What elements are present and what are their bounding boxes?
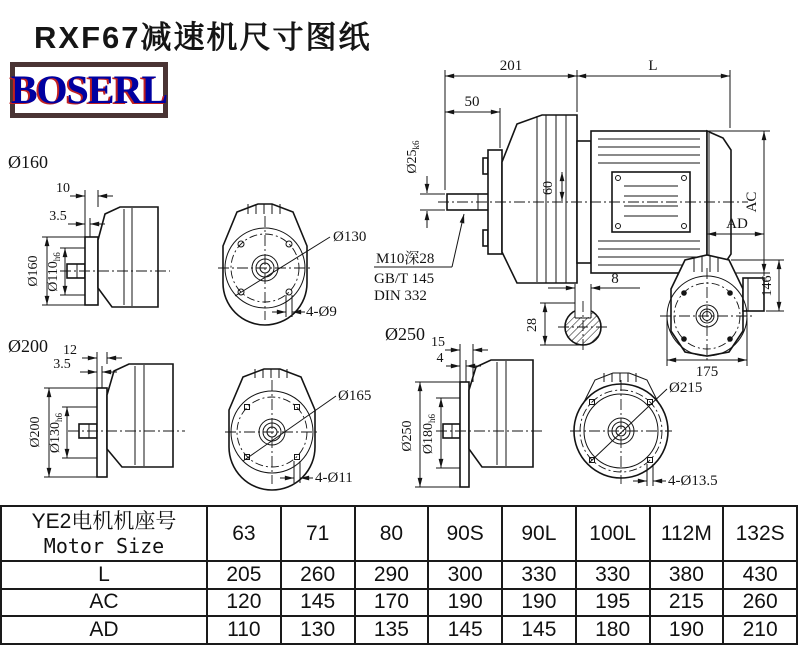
dim-250-spigot: $Ø180_{h6}$ [421,413,437,455]
dim-60: 60 [541,181,556,195]
dim-250-bolt-circle: Ø215 [669,380,703,396]
dim-L: L [648,58,658,74]
dim-250-a: 15 [431,335,445,350]
col-header: 71 [281,506,355,561]
dim-shaft-diameter: $Ø25_{k6}$ [405,140,421,174]
table-cell: 380 [650,561,724,589]
dim-160-spigot: $Ø110_{h6}$ [46,252,62,292]
table-cell: 145 [281,589,355,617]
dim-146: 146 [760,275,775,297]
table-cell: 190 [650,616,724,644]
dimension-table [0,505,798,645]
flange200-group [8,336,371,490]
dim-250-flange: Ø250 [400,420,415,452]
dim-160-bolt-circle: Ø130 [333,229,367,245]
table-cell: 135 [355,616,429,644]
dim-AC: AC [744,191,760,213]
table-cell: 180 [576,616,650,644]
dimension-table-wrap [0,505,800,646]
col-header: 100L [576,506,650,561]
table-cell: 215 [650,589,724,617]
thread-note [374,214,464,304]
table-cell: 330 [576,561,650,589]
note-din-standard: DIN 332 [374,288,427,304]
col-header: 112M [650,506,724,561]
dim-250-b: 4 [436,351,444,366]
table-cell: 145 [428,616,502,644]
note-thread: M10深28 [376,251,435,267]
table-cell: 195 [576,589,650,617]
dim-key-width: 8 [611,271,619,287]
brand-logo-text: BOSERL [10,67,168,112]
row-label: AC [1,589,207,617]
col-header: 90L [502,506,576,561]
dim-175: 175 [695,364,719,380]
col-header: 63 [207,506,281,561]
dim-AD: AD [726,216,748,232]
dim-200-a: 12 [63,343,77,358]
dim-160-flange: Ø160 [26,255,41,287]
table-cell: 190 [502,589,576,617]
series200-label: Ø200 [8,336,48,356]
series250-label: Ø250 [385,324,425,344]
motor-size-header [1,506,207,561]
table-cell: 260 [723,589,797,617]
note-gb-standard: GB/T 145 [374,271,435,287]
page-title: RXF67减速机尺寸图纸 [34,20,372,55]
row-label: L [1,561,207,589]
table-cell: 210 [723,616,797,644]
dim-200-b: 3.5 [53,357,71,372]
table-cell: 430 [723,561,797,589]
dim-201: 201 [499,58,523,74]
table-cell: 205 [207,561,281,589]
table-cell: 330 [502,561,576,589]
table-row [1,561,797,589]
flange250-group [385,324,718,489]
motor-size-header-en: Motor Size [43,534,165,559]
series160-label: Ø160 [8,152,48,172]
table-cell: 110 [207,616,281,644]
col-header: 90S [428,506,502,561]
dim-200-spigot: $Ø130_{h6}$ [48,412,64,454]
table-cell: 120 [207,589,281,617]
dim-160-holes: 4-Ø9 [306,304,337,320]
row-label: AD [1,616,207,644]
table-cell: 290 [355,561,429,589]
table-cell: 190 [428,589,502,617]
table-cell: 130 [281,616,355,644]
dim-key-height: 28 [525,318,540,332]
motor-size-header-cn: YE2电机机座号 [31,509,177,533]
dim-50: 50 [464,94,480,110]
dim-160-b: 3.5 [49,209,67,224]
table-cell: 260 [281,561,355,589]
table-cell: 300 [428,561,502,589]
dim-160-a: 10 [56,181,70,196]
col-header: 80 [355,506,429,561]
dim-200-holes: 4-Ø11 [315,470,353,486]
table-cell: 145 [502,616,576,644]
flange160-group [8,152,366,325]
table-cell: 170 [355,589,429,617]
table-row [1,589,797,617]
table-row [1,616,797,644]
dim-250-holes: 4-Ø13.5 [668,473,718,489]
col-header: 132S [723,506,797,561]
dim-200-flange: Ø200 [28,416,43,448]
dim-200-bolt-circle: Ø165 [338,388,372,404]
